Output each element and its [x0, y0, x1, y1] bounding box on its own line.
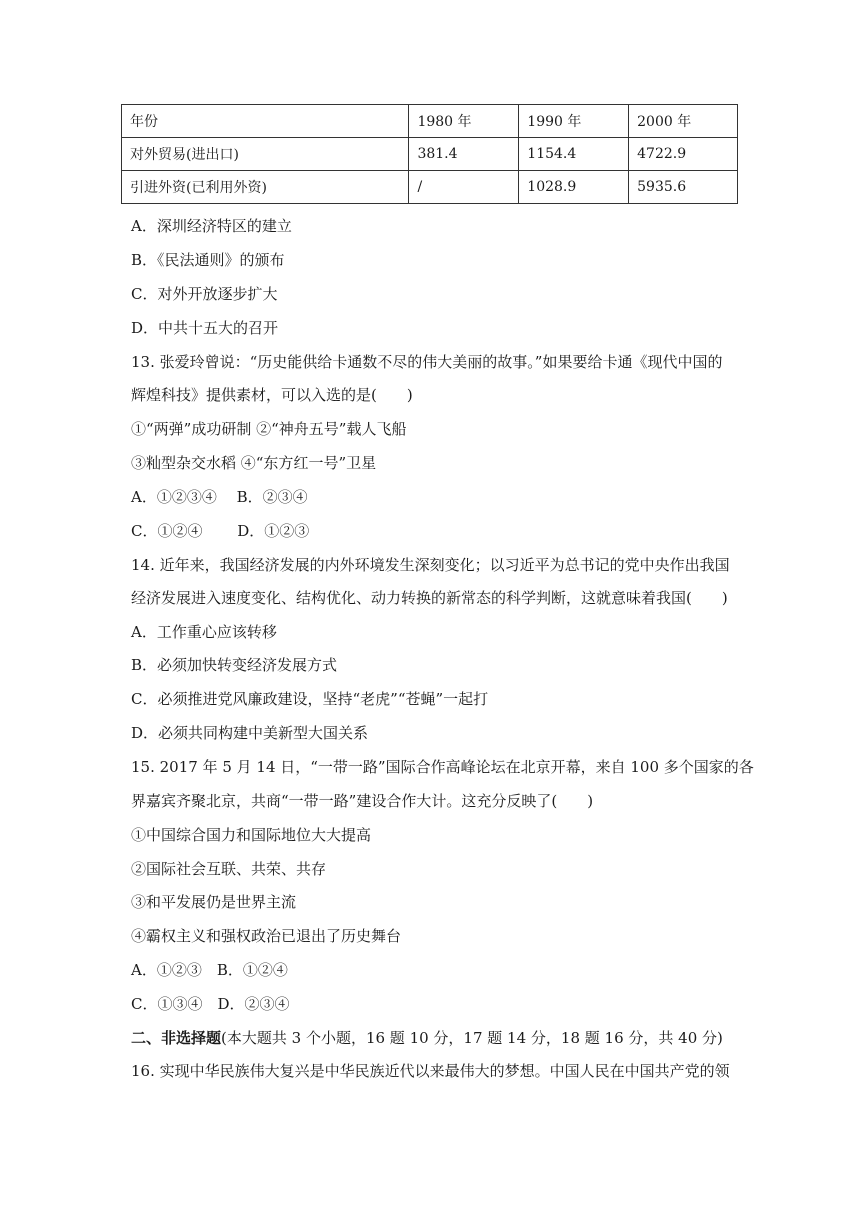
q14-option-d: D．必须共同构建中美新型大国关系 — [131, 724, 369, 742]
q13-options-line2: C．①②④ D．①②③ — [131, 522, 310, 540]
section2-heading-line — [131, 1028, 741, 1048]
q12-option-d: D．中共十五大的召开 — [131, 319, 279, 337]
q13-items-line1: ①“两弹”成功研制 ②“神舟五号”载人飞船 — [131, 420, 407, 438]
q14-stem-line1: 14. 近年来，我国经济发展的内外环境发生深刻变化；以习近平为总书记的党中央作出我国 — [131, 556, 730, 574]
q15-item-3: ③和平发展仍是世界主流 — [131, 893, 297, 911]
table-cell: 381.4 — [409, 138, 519, 171]
q13-stem-line1: 13. 张爱玲曾说：“历史能供给卡通数不尽的伟大美丽的故事。”如果要给卡通《现代中国的 — [131, 353, 723, 371]
table-cell: 年份 — [122, 105, 409, 138]
q15-options-line2: C．①③④ D．②③④ — [131, 995, 290, 1013]
q15-item-4: ④霸权主义和强权政治已退出了历史舞台 — [131, 927, 402, 945]
q15-options-line1: A．①②③ B．①②④ — [131, 961, 288, 979]
q13-stem-line2: 辉煌科技》提供素材，可以入选的是( ) — [131, 386, 413, 404]
trade-data-table — [121, 104, 738, 204]
table-cell: 对外贸易(进出口) — [122, 138, 409, 171]
q15-stem-line1: 15. 2017 年 5 月 14 日，“一带一路”国际合作高峰论坛在北京开幕，来自 100 多个国家的各 — [131, 758, 754, 776]
q14-option-c: C．必须推进党风廉政建设，坚持“老虎”“苍蝇”一起打 — [131, 690, 489, 708]
table-row — [122, 171, 738, 204]
q15-item-2: ②国际社会互联、共荣、共存 — [131, 860, 327, 878]
q14-stem-line2: 经济发展进入速度变化、结构优化、动力转换的新常态的科学判断，这就意味着我国( ) — [131, 589, 728, 607]
table-cell: 引进外资(已利用外资) — [122, 171, 409, 204]
table-row — [122, 138, 738, 171]
q14-option-a: A．工作重心应该转移 — [131, 623, 277, 641]
table-cell: 5935.6 — [629, 171, 738, 204]
q14-option-b: B．必须加快转变经济发展方式 — [131, 656, 338, 674]
table-cell: 1154.4 — [519, 138, 629, 171]
q15-item-1: ①中国综合国力和国际地位大大提高 — [131, 826, 372, 844]
table-cell: 1980 年 — [409, 105, 519, 138]
section-note: (本大题共 3 个小题，16 题 10 分，17 题 14 分，18 题 16 分，共 40 分) — [221, 1029, 723, 1047]
table-header-row — [122, 105, 738, 138]
q13-items-line2: ③籼型杂交水稻 ④“东方红一号”卫星 — [131, 454, 377, 472]
q16-stem-line1: 16. 实现中华民族伟大复兴是中华民族近代以来最伟大的梦想。中国人民在中国共产党的领 — [131, 1062, 730, 1080]
q15-stem-line2: 界嘉宾齐聚北京，共商“一带一路”建设合作大计。这充分反映了( ) — [131, 792, 594, 810]
q12-option-a: A．深圳经济特区的建立 — [131, 217, 292, 235]
table-cell: / — [409, 171, 519, 204]
table-cell: 1990 年 — [519, 105, 629, 138]
table-cell: 1028.9 — [519, 171, 629, 204]
q12-option-b: B．《民法通则》的颁布 — [131, 251, 285, 269]
q12-option-c: C．对外开放逐步扩大 — [131, 285, 278, 303]
section-heading: 二、非选择题 — [131, 1029, 222, 1047]
q13-options-line1: A．①②③④ B．②③④ — [131, 488, 308, 506]
table-cell: 2000 年 — [629, 105, 738, 138]
table-cell: 4722.9 — [629, 138, 738, 171]
